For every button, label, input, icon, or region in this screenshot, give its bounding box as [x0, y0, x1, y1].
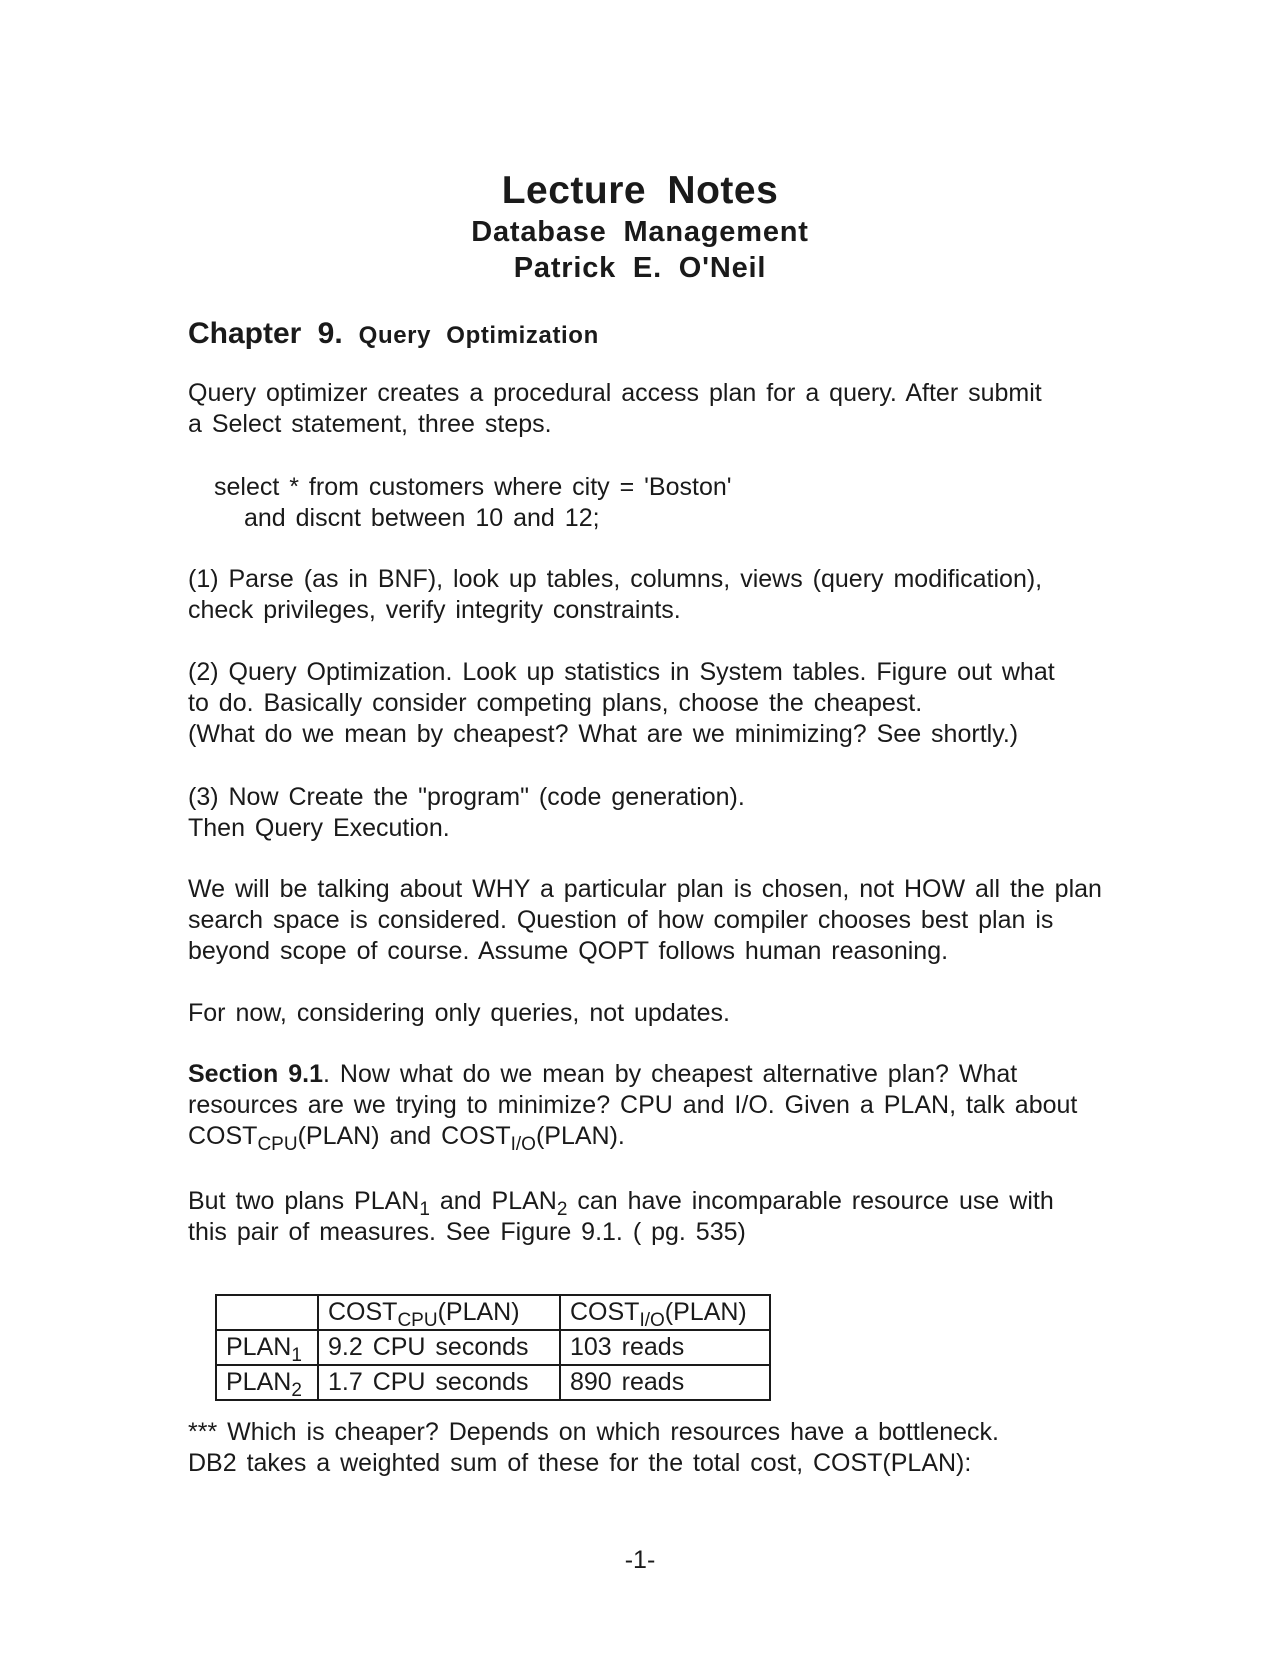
plan-text: But two plans PLAN: [188, 1187, 420, 1215]
text-line: *** Which is cheaper? Depends on which resources have a bottleneck.: [188, 1418, 999, 1446]
io-subscript: I/O: [639, 1310, 665, 1331]
section-label: Section 9.1: [188, 1060, 323, 1088]
plan-name-cell: [216, 1365, 318, 1400]
sql-line: and discnt between 10 and 12;: [244, 504, 600, 532]
cost-text: (PLAN).: [535, 1122, 625, 1150]
page-number: -1-: [624, 1546, 656, 1574]
plan-name: PLAN: [226, 1333, 292, 1361]
chapter-heading: [188, 318, 1168, 351]
plan-subscript: 1: [419, 1199, 430, 1220]
title-block: [0, 168, 1280, 286]
text-line: check privileges, verify integrity constraints.: [188, 596, 681, 624]
section-9-1-paragraph: [188, 1059, 1168, 1155]
text-line: a Select statement, three steps.: [188, 410, 552, 438]
text-line: [188, 1186, 1168, 1220]
plan-subscript: 2: [291, 1380, 302, 1401]
why-paragraph: [188, 874, 1168, 967]
closing-paragraph: [188, 1417, 1168, 1479]
header-text: (PLAN): [437, 1298, 520, 1326]
text-line: [188, 1059, 1168, 1090]
text-line: [188, 1121, 1168, 1155]
text-line: resources are we trying to minimize? CPU and I/O. Given a PLAN, talk about: [188, 1091, 1078, 1119]
io-subscript: I/O: [510, 1134, 536, 1155]
text-line: We will be talking about WHY a particular plan is chosen, not HOW all the plan: [188, 875, 1102, 903]
text-line: (2) Query Optimization. Look up statistics in System tables. Figure out what: [188, 658, 1055, 686]
two-plans-paragraph: [188, 1186, 1168, 1248]
cost-text: COST: [188, 1122, 258, 1150]
text-line: to do. Basically consider competing plans, choose the cheapest.: [188, 689, 923, 717]
author-name: Patrick E. O'Neil: [513, 252, 767, 284]
plan-name-cell: [216, 1330, 318, 1365]
table-row: [216, 1365, 770, 1400]
plan-subscript: 1: [291, 1345, 302, 1366]
chapter-title: Query Optimization: [358, 322, 599, 349]
section-line-rest: . Now what do we mean by cheapest alternative plan? What: [323, 1060, 1018, 1088]
sql-line: select * from customers where city = 'Boston': [214, 473, 732, 501]
header-text: COST: [570, 1298, 640, 1326]
cost-comparison-table: [215, 1294, 771, 1401]
table-row: [216, 1330, 770, 1365]
text-line: For now, considering only queries, not updates.: [188, 999, 730, 1027]
header-text: COST: [328, 1298, 398, 1326]
intro-paragraph: [188, 378, 1168, 440]
sql-example: [188, 472, 1168, 534]
table-corner-cell: [216, 1295, 318, 1330]
text-line: this pair of measures. See Figure 9.1. ( pg. 535): [188, 1218, 746, 1246]
cpu-cost-cell: 9.2 CPU seconds: [318, 1330, 560, 1365]
header-cost-cpu: [318, 1295, 560, 1330]
plan-name: PLAN: [226, 1368, 292, 1396]
header-text: (PLAN): [664, 1298, 747, 1326]
step-2-paragraph: [188, 657, 1168, 750]
table-header-row: [216, 1295, 770, 1330]
text-line: beyond scope of course. Assume QOPT follows human reasoning.: [188, 937, 949, 965]
step-3-paragraph: [188, 782, 1168, 844]
header-cost-io: [560, 1295, 770, 1330]
text-line: search space is considered. Question of how compiler chooses best plan is: [188, 906, 1054, 934]
plan-text: can have incomparable resource use with: [567, 1187, 1054, 1215]
text-line: (1) Parse (as in BNF), look up tables, columns, views (query modification),: [188, 565, 1043, 593]
step-1-paragraph: [188, 564, 1168, 626]
text-line: DB2 takes a weighted sum of these for the total cost, COST(PLAN):: [188, 1449, 972, 1477]
io-cost-cell: 103 reads: [560, 1330, 770, 1365]
cpu-subscript: CPU: [257, 1134, 298, 1155]
for-now-paragraph: [188, 998, 1168, 1029]
document-title: Lecture Notes: [501, 169, 779, 212]
text-line: Then Query Execution.: [188, 814, 450, 842]
course-subtitle: Database Management: [471, 216, 809, 248]
chapter-label: Chapter 9.: [188, 317, 343, 350]
io-cost-cell: 890 reads: [560, 1365, 770, 1400]
plan-text: and PLAN: [429, 1187, 557, 1215]
text-line: Query optimizer creates a procedural access plan for a query. After submit: [188, 379, 1042, 407]
plan-subscript: 2: [556, 1199, 568, 1220]
cpu-cost-cell: 1.7 CPU seconds: [318, 1365, 560, 1400]
cpu-subscript: CPU: [397, 1310, 438, 1331]
text-line: (What do we mean by cheapest? What are we minimizing? See shortly.): [188, 720, 1019, 748]
cost-text: (PLAN) and COST: [297, 1122, 511, 1150]
text-line: (3) Now Create the "program" (code generation).: [188, 783, 745, 811]
